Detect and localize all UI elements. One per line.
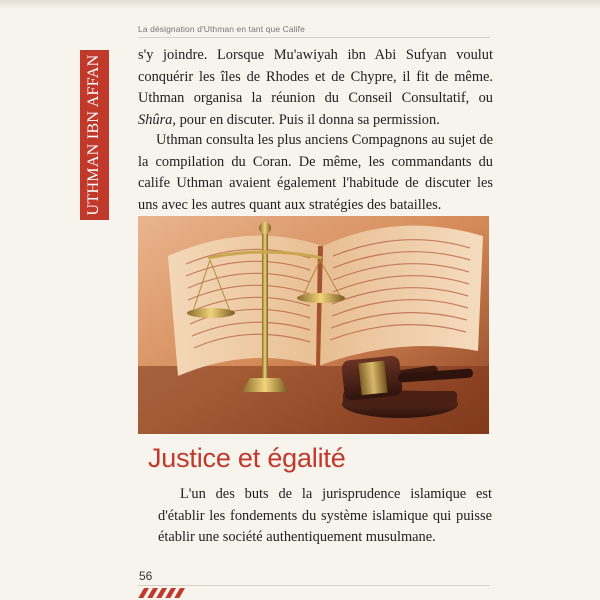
page-edge-shadow <box>0 0 600 8</box>
book-right-page <box>318 226 483 366</box>
paragraph-1-text-end: , pour en discuter. Puis il donna sa permission. <box>172 111 440 128</box>
scales-book-gavel-illustration <box>138 216 489 434</box>
shura-term: Shûra <box>138 111 173 128</box>
section-paragraph: L'un des buts de la jurisprudence islamique est d'établir les fondements du système islamique qui puisse établir une société authentiquement musulmane. <box>158 486 492 545</box>
page-number: 56 <box>139 569 153 583</box>
paragraph-1 <box>138 45 493 131</box>
paragraph-1-text: s'y joindre. Lorsque Mu'awiyah ibn Abi Sufyan voulut conquérir les îles de Rhodes et de Chypre, il fit de même. Uthman organisa la réunion du Conseil Consultatif, ou <box>138 47 493 106</box>
header-rule <box>138 37 490 38</box>
book-left-page <box>168 236 323 376</box>
illustration-svg <box>138 216 489 434</box>
section-title: Justice et égalité <box>148 443 346 473</box>
side-tab-title: UTHMAN IBN AFFAN <box>84 54 102 216</box>
running-head: La désignation d'Uthman en tant que Calife <box>138 24 305 34</box>
footer-stripes <box>138 588 188 598</box>
paragraph-2: Uthman consulta les plus anciens Compagnons au sujet de la compilation du Coran. De même, les commandants du calife Uthman avaient également l'habitude de discuter les uns avec les autres quant aux stratégies des batailles. <box>138 132 493 213</box>
footer-rule <box>138 585 490 586</box>
